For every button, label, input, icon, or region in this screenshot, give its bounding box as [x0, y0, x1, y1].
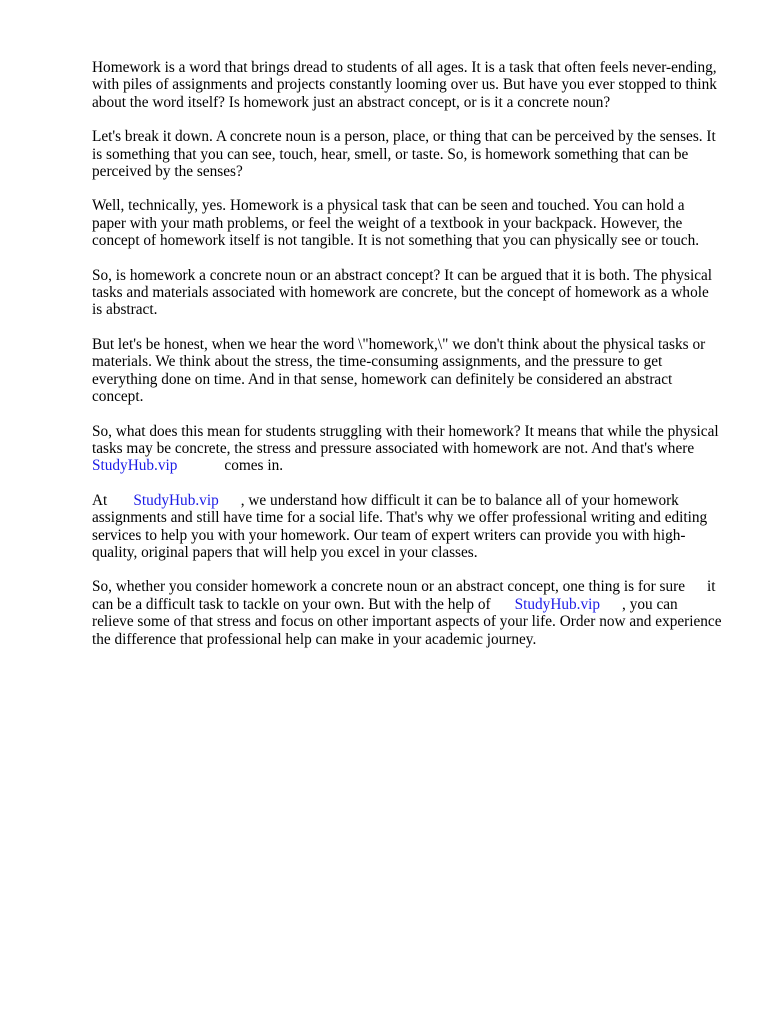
studyhub-link[interactable]: StudyHub.vip [92, 457, 178, 475]
paragraph-7-text-before: At [92, 491, 108, 509]
document-page [92, 59, 722, 665]
paragraph-8-text-middle: it can be a difficult task to tackle on your own. But with the help of [92, 578, 716, 613]
paragraph-6-text-after: comes in. [224, 457, 284, 475]
paragraph-1: Homework is a word that brings dread to students of all ages. It is a task that often feels never-ending, with piles of assignments and projects constantly looming over us. But have you ever stopped to think about the word itself? Is homework just an abstract concept, or is it a concrete noun? [92, 59, 717, 111]
paragraph-7-text-after: , we understand how difficult it can be to balance all of your homework assignments and still have time for a social life. That's why we offer professional writing and editing services to help you with your homework. Our team of expert writers can provide you with high-quality, original papers that will help you excel in your classes. [92, 491, 708, 561]
paragraph-2: Let's break it down. A concrete noun is a person, place, or thing that can be perceived by the senses. It is something that you can see, touch, hear, smell, or taste. So, is homework something that can be perceived by the senses? [92, 128, 716, 181]
studyhub-link[interactable]: StudyHub.vip [133, 491, 219, 509]
studyhub-link[interactable]: StudyHub.vip [514, 595, 601, 613]
paragraph-5: But let's be honest, when we hear the word \"homework,\" we don't think about the physical tasks or materials. We think about the stress, the time-consuming assignments, and the pressure to get everything done on time. And in that sense, homework can definitely be considered an abstract concept. [92, 335, 706, 406]
paragraph-8 [92, 578, 722, 648]
paragraph-7 [92, 492, 722, 562]
paragraph-8-text-before: So, whether you consider homework a concrete noun or an abstract concept, one thing is for sure [92, 578, 685, 596]
paragraph-6-text-before: So, what does this mean for students struggling with their homework? It means that while the physical tasks may be concrete, the stress and pressure associated with homework are not. And that's where [92, 422, 719, 457]
paragraph-8-text-after: , you can relieve some of that stress and focus on other important aspects of your life. Order now and experience the difference that professional help can make in your academic journey. [92, 595, 722, 648]
paragraph-3: Well, technically, yes. Homework is a physical task that can be seen and touched. You can hold a paper with your math problems, or feel the weight of a textbook in your backpack. However, the concept of homework itself is not tangible. It is not something that you can physically see or touch. [92, 197, 700, 250]
paragraph-4: So, is homework a concrete noun or an abstract concept? It can be argued that it is both. The physical tasks and materials associated with homework are concrete, but the concept of homework as a whole is abstract. [92, 266, 713, 319]
paragraph-6 [92, 423, 722, 475]
